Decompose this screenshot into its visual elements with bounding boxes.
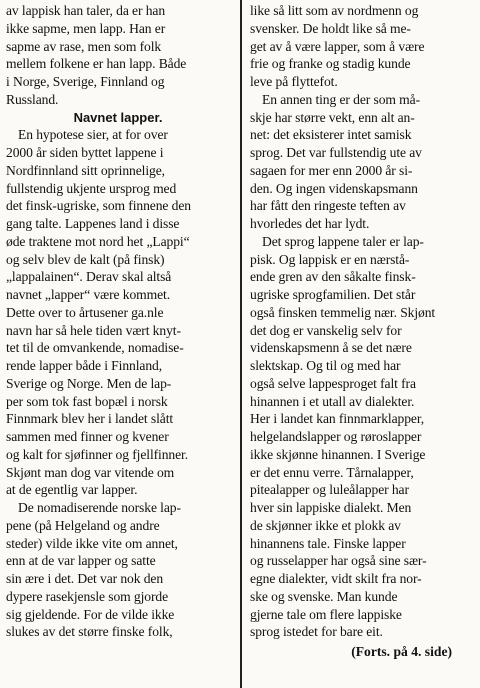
left-paragraph-1: av lappisk han taler, da er han ikke sapme, men lapp. Han er sapme av rase, men som folk mellem folkene er han lapp. Både i Norge, Sverige, Finnland og Russland. <box>6 3 187 107</box>
right-paragraph-1: like så litt som av nordmenn og svensker. De holdt like så me- get av å være lapper, som å være frie og franke og stadig kunde leve på flyttefot. <box>250 3 425 89</box>
right-paragraph-2: En annen ting er der som må- skje har større vekt, enn alt an- net: det eksisterer intet samisk sprog. Det var fullstendig ute av sagaen for mer enn 2000 år si- den. Og ingen videnskapsmann har fått den ringeste teften av hvorledes det har lydt. <box>250 91 422 231</box>
left-paragraph-3: De nomadiserende norske lap- pene (på Helgeland og andre steder) vilde ikke vite om annet, enn at de var lapper og satte sin ære i det. Det var nok den dypere rasekjensle som gjorde sig gjeldende. For de vilde ikke slukes av det større finske folk, <box>6 500 181 640</box>
column-divider <box>240 0 242 688</box>
right-paragraph-3: Det sprog lappene taler er lap- pisk. Og lappisk er en nærstå- ende gren av den såkalte finsk- ugriske sprogfamilien. Det står også finsken temmelig nær. Skjønt det dog er vanskelig selv for videnskapsmenn å se det nære slektskap. Og til og med har også selve lappesproget falt fra hinannen i et utall av dialekter. Her i landet kan finnmarklapper, helgelandslapper og røroslapper ikke skjønne hinannen. I Sverige er det ennu verre. Tårnalapper, pitealapper og luleålapper har hver sin lappiske dialekt. Men de skjønner ikke et plokk av hinannens tale. Finske lapper og russelapper har også sine sær- egne dialekter, vidt skilt fra nor- ske og svenske. Man kunde gjerne tale om flere lappiske sprog istedet for bare eit. <box>250 233 436 640</box>
continuation-note: (Forts. på 4. side) <box>351 644 452 659</box>
left-column <box>6 2 230 641</box>
section-heading: Navnet lapper. <box>73 109 163 125</box>
left-paragraph-2: En hypotese sier, at for over 2000 år siden byttet lappene i Nordfinnland sitt oprinnelige, fullstendig ukjente ursprog med det finsk-ugriske, som finnene den gang talte. Lappenes land i disse øde traktene mot nord het „Lappi“ og selv blev de kalt (på finsk) „lappalainen“. Derav skal altså navnet „lapper“ være kommet. Dette over to årtusener ga.nle navn har så hele tiden vært knyt- tet til de omvankende, nomadise- rende lapper både i Finnland, Sverige og Norge. Men de lap- per som tok fast bopæl i norsk Finnmark blev her i landet slått sammen med finner og kvener og kalt for sjøfinner og fjellfinner. Skjønt man dog var vitende om at de egentlig var lapper. <box>6 127 191 498</box>
right-column <box>250 2 474 661</box>
